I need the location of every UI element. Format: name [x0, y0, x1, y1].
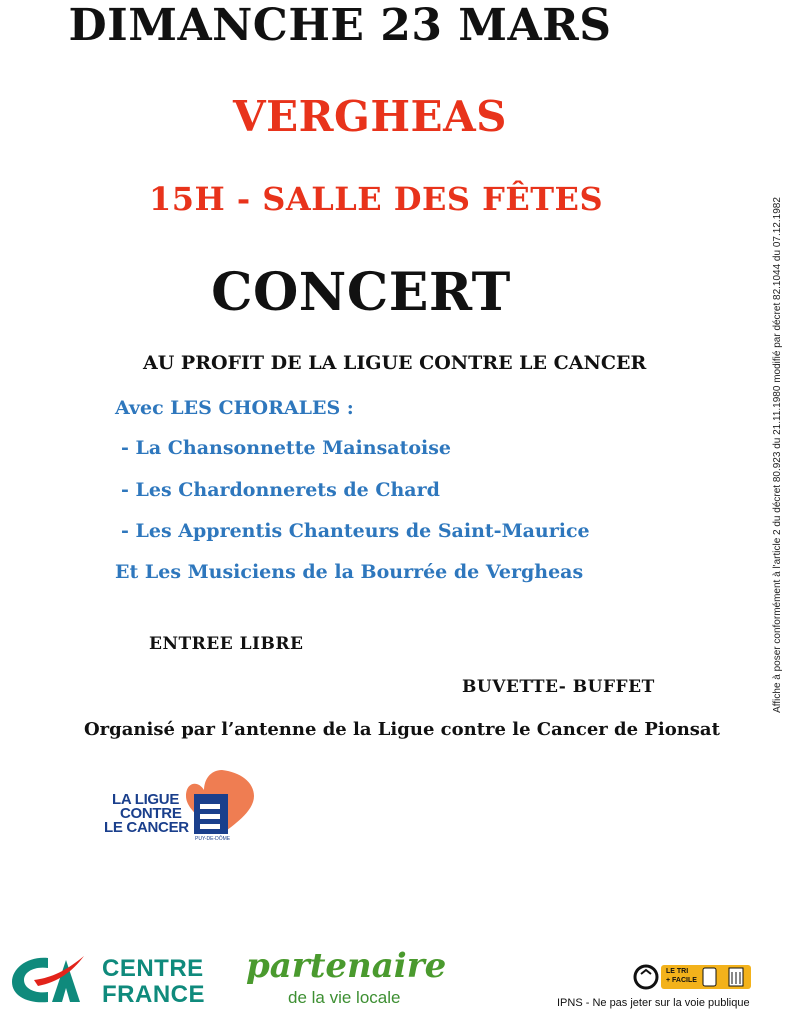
- event-time-place: 15H - SALLE DES FÊTES: [148, 180, 604, 218]
- ligue-text-line: LA LIGUE: [112, 791, 180, 808]
- choir-item: - Les Apprentis Chanteurs de Saint-Maurice: [121, 520, 590, 542]
- tri-logo: [633, 962, 753, 992]
- legal-side-note: Affiche à poser conformément à l'article 2 du décret 80.923 du 21.11.1980 modifié par décret 82.1044 du 07.12.1982: [772, 197, 783, 713]
- event-title: CONCERT: [211, 262, 511, 323]
- choirs-intro: Avec LES CHORALES :: [115, 397, 354, 419]
- ipns-note: IPNS - Ne pas jeter sur la voie publique: [557, 997, 750, 1009]
- ligue-dept: PUY-DE-DÔME: [195, 836, 231, 842]
- partner-title: partenaire: [246, 946, 447, 986]
- bank-line: CENTRE: [102, 955, 204, 982]
- organizer-line: Organisé par l’antenne de la Ligue contre le Cancer de Pionsat: [84, 719, 720, 740]
- centre-france-text: [102, 956, 205, 1008]
- credit-agricole-icon: [8, 950, 88, 1006]
- event-town: VERGHEAS: [233, 92, 507, 141]
- choir-item: - La Chansonnette Mainsatoise: [121, 437, 452, 459]
- profit-line: AU PROFIT DE LA LIGUE CONTRE LE CANCER: [143, 352, 647, 374]
- tri-label-line: LE TRI: [666, 968, 689, 975]
- credit-agricole-logo: [8, 950, 88, 1006]
- tri-label: [666, 967, 697, 985]
- musicians-line: Et Les Musiciens de la Bourrée de Vergheas: [115, 561, 584, 583]
- ligue-text-line: LE CANCER: [104, 819, 189, 836]
- entry-info: ENTREE LIBRE: [149, 634, 304, 654]
- ligue-logo: [100, 768, 270, 848]
- partner-subtitle: de la vie locale: [288, 988, 401, 1007]
- buffet-info: BUVETTE- BUFFET: [462, 677, 655, 697]
- bank-line: FRANCE: [102, 981, 205, 1008]
- tri-label-line: + FACILE: [666, 977, 697, 984]
- choir-item: - Les Chardonnerets de Chard: [121, 479, 440, 501]
- ligue-text-line: CONTRE: [120, 805, 182, 822]
- event-date: DIMANCHE 23 MARS: [68, 0, 612, 51]
